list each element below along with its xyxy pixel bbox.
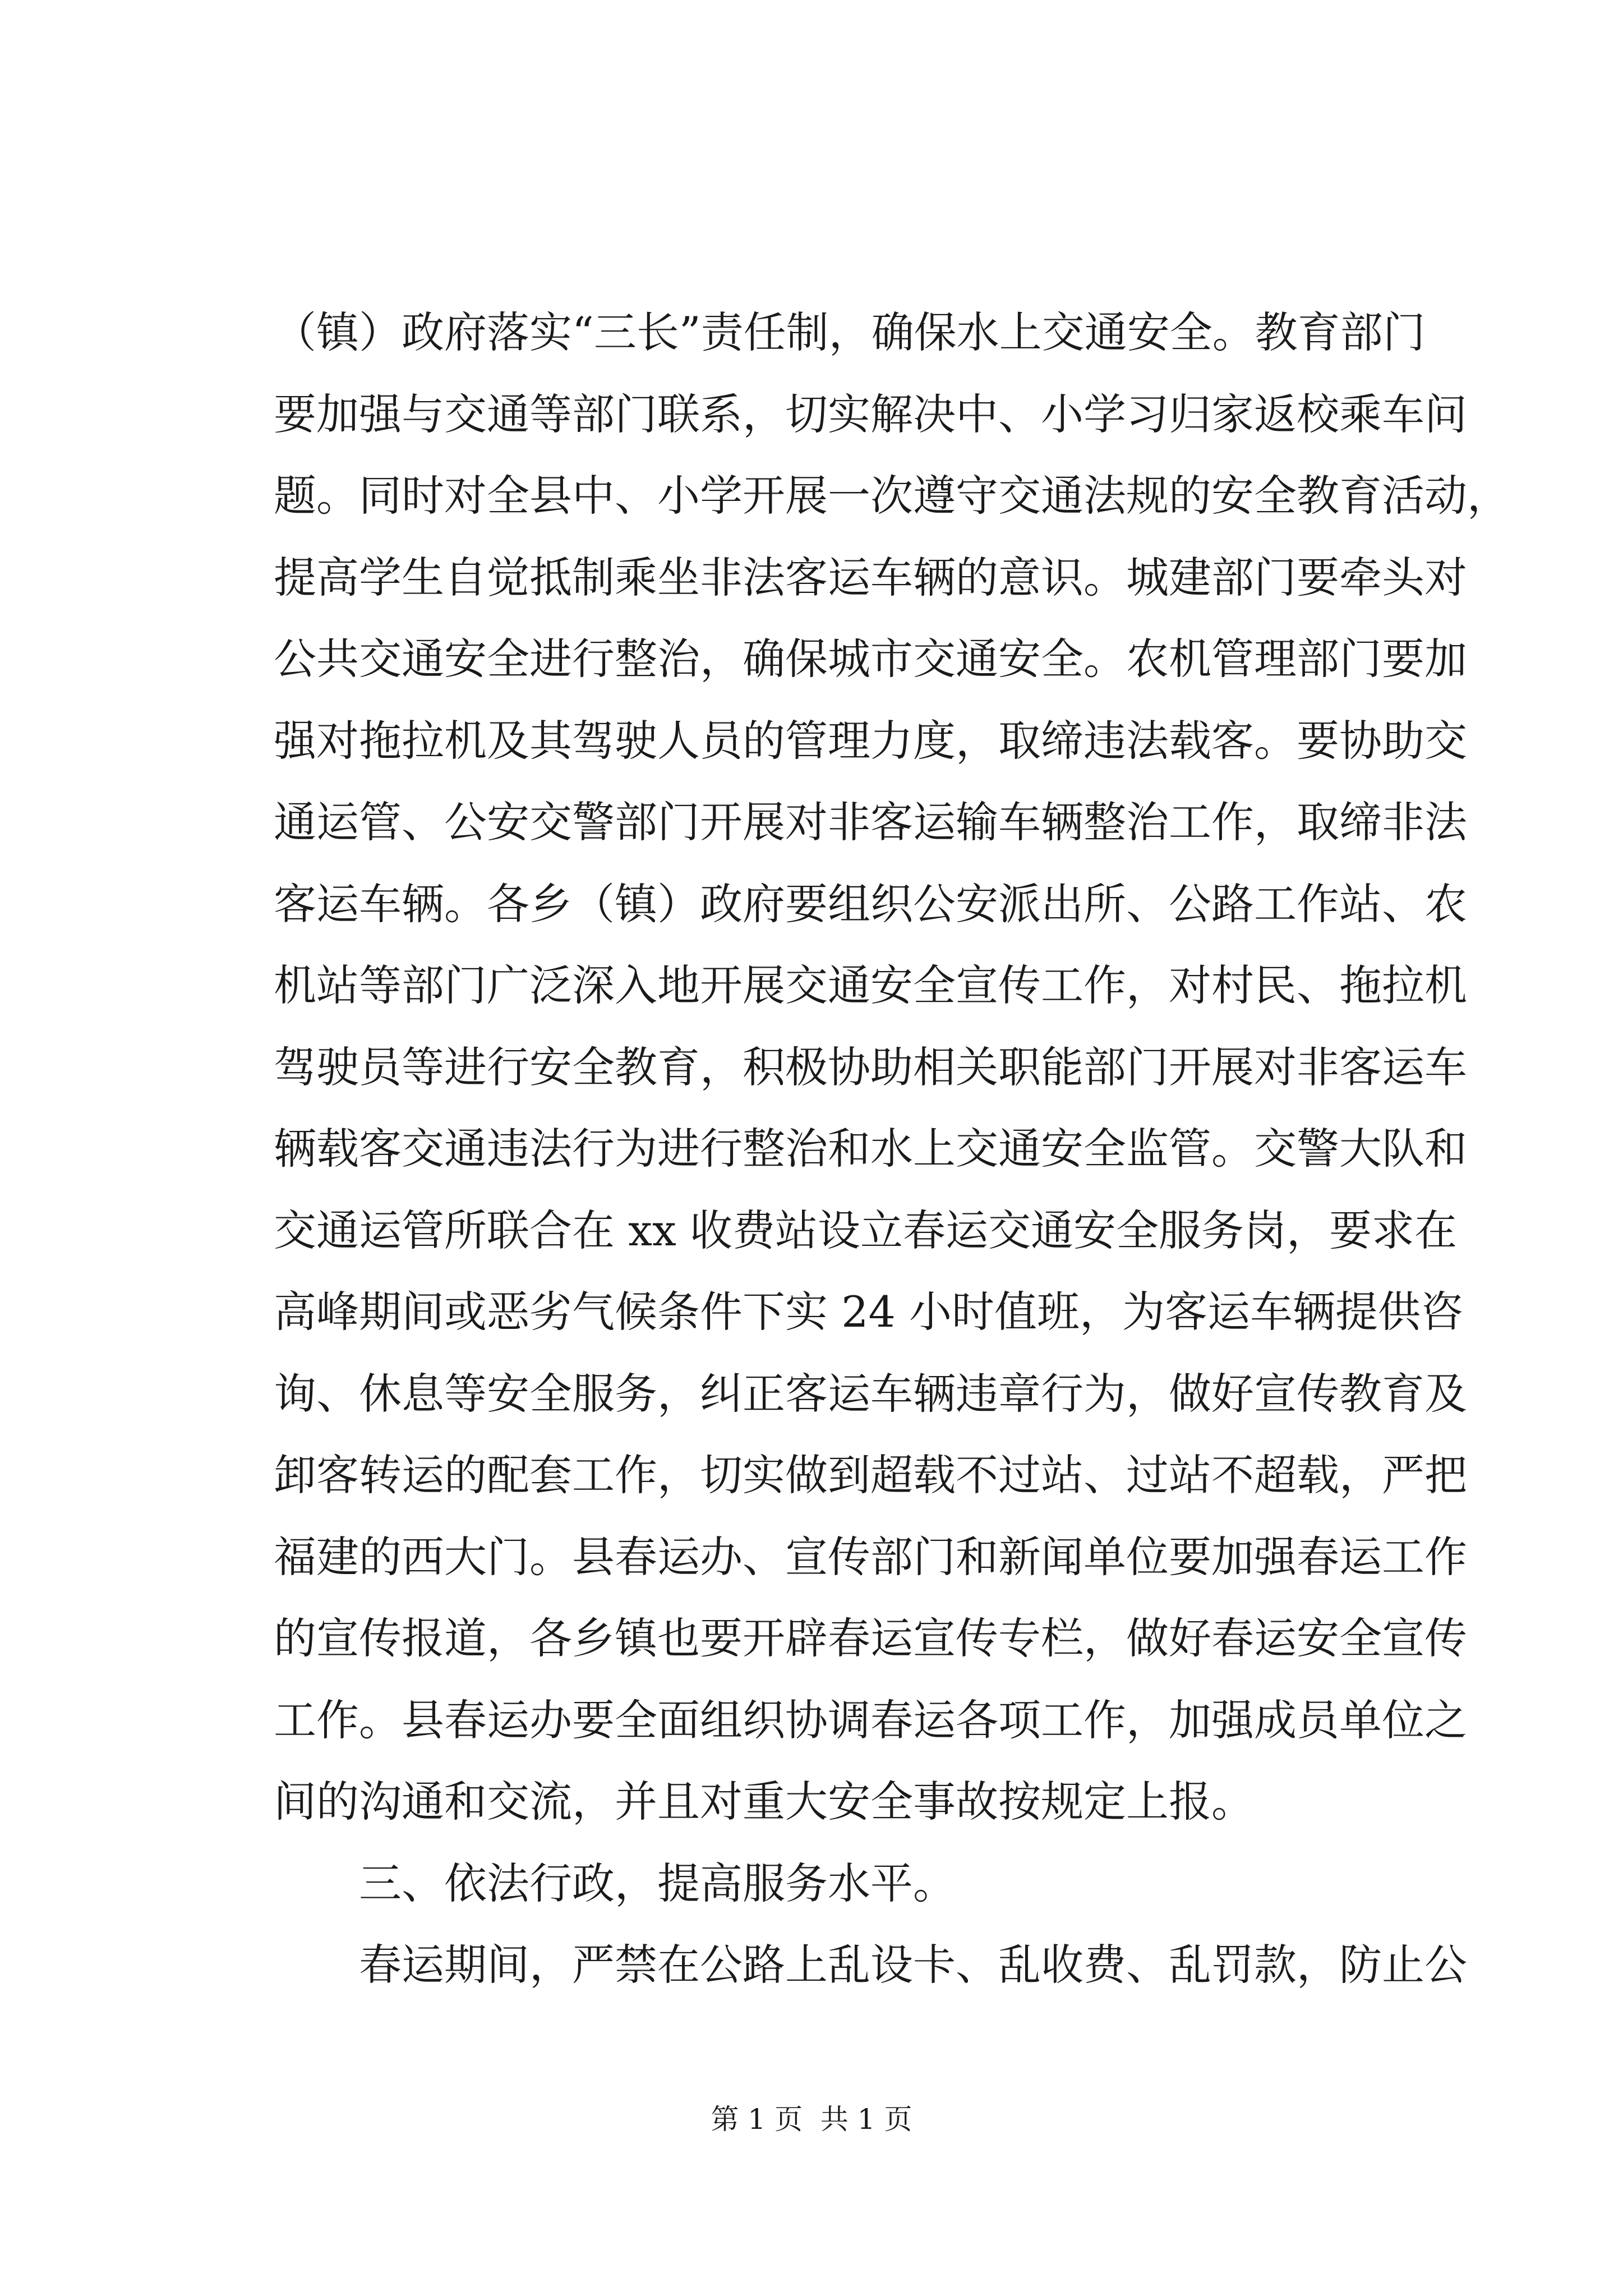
text-line: 提高学生自觉抵制乘坐非法客运车辆的意识。城建部门要牵头对	[274, 552, 1467, 602]
text-line: 福建的西大门。县春运办、宣传部门和新闻单位要加强春运工作	[274, 1531, 1467, 1582]
text-line: 机站等部门广泛深入地开展交通安全宣传工作，对村民、拖拉机	[274, 960, 1467, 1010]
text-line: 工作。县春运办要全面组织协调春运各项工作，加强成员单位之	[274, 1695, 1467, 1745]
text-line: 卸客转运的配套工作，切实做到超载不过站、过站不超载，严把	[274, 1450, 1467, 1500]
text-line: 交通运管所联合在 xx 收费站设立春运交通安全服务岗，要求在	[274, 1205, 1458, 1255]
text-line: 的宣传报道，各乡镇也要开辟春运宣传专栏，做好春运安全宣传	[274, 1613, 1467, 1663]
text-line: 客运车辆。各乡（镇）政府要组织公安派出所、公路工作站、农	[274, 878, 1467, 929]
page-footer: 第 1 页 共 1 页	[711, 2103, 912, 2136]
text-line: 间的沟通和交流，并且对重大安全事故按规定上报。	[274, 1777, 1254, 1826]
text-line: 强对拖拉机及其驾驶人员的管理力度，取缔违法载客。要协助交	[274, 715, 1467, 766]
document-body	[274, 292, 1510, 2006]
text-line: （镇）政府落实“三长”责任制，确保水上交通安全。教育部门	[274, 307, 1426, 357]
text-line: 公共交通安全进行整治，确保城市交通安全。农机管理部门要加	[274, 634, 1467, 684]
section-heading: 三、依法行政，提高服务水平。	[359, 1858, 956, 1908]
text-line: 驾驶员等进行安全教育，积极协助相关职能部门开展对非客运车	[274, 1042, 1467, 1092]
text-line: 高峰期间或恶劣气候条件下实 24 小时值班，为客运车辆提供咨	[274, 1287, 1464, 1337]
text-line: 通运管、公安交警部门开展对非客运输车辆整治工作，取缔非法	[274, 797, 1467, 847]
text-line: 要加强与交通等部门联系，切实解决中、小学习归家返校乘车问	[274, 389, 1467, 439]
text-line: 辆载客交通违法行为进行整治和水上交通安全监管。交警大队和	[274, 1124, 1467, 1174]
text-line: 询、休息等安全服务，纠正客运车辆违章行为，做好宣传教育及	[274, 1368, 1467, 1419]
text-line: 春运期间，严禁在公路上乱设卡、乱收费、乱罚款，防止公	[359, 1940, 1467, 1990]
text-line: 题。同时对全县中、小学开展一次遵守交通法规的安全教育活动，	[274, 471, 1510, 521]
